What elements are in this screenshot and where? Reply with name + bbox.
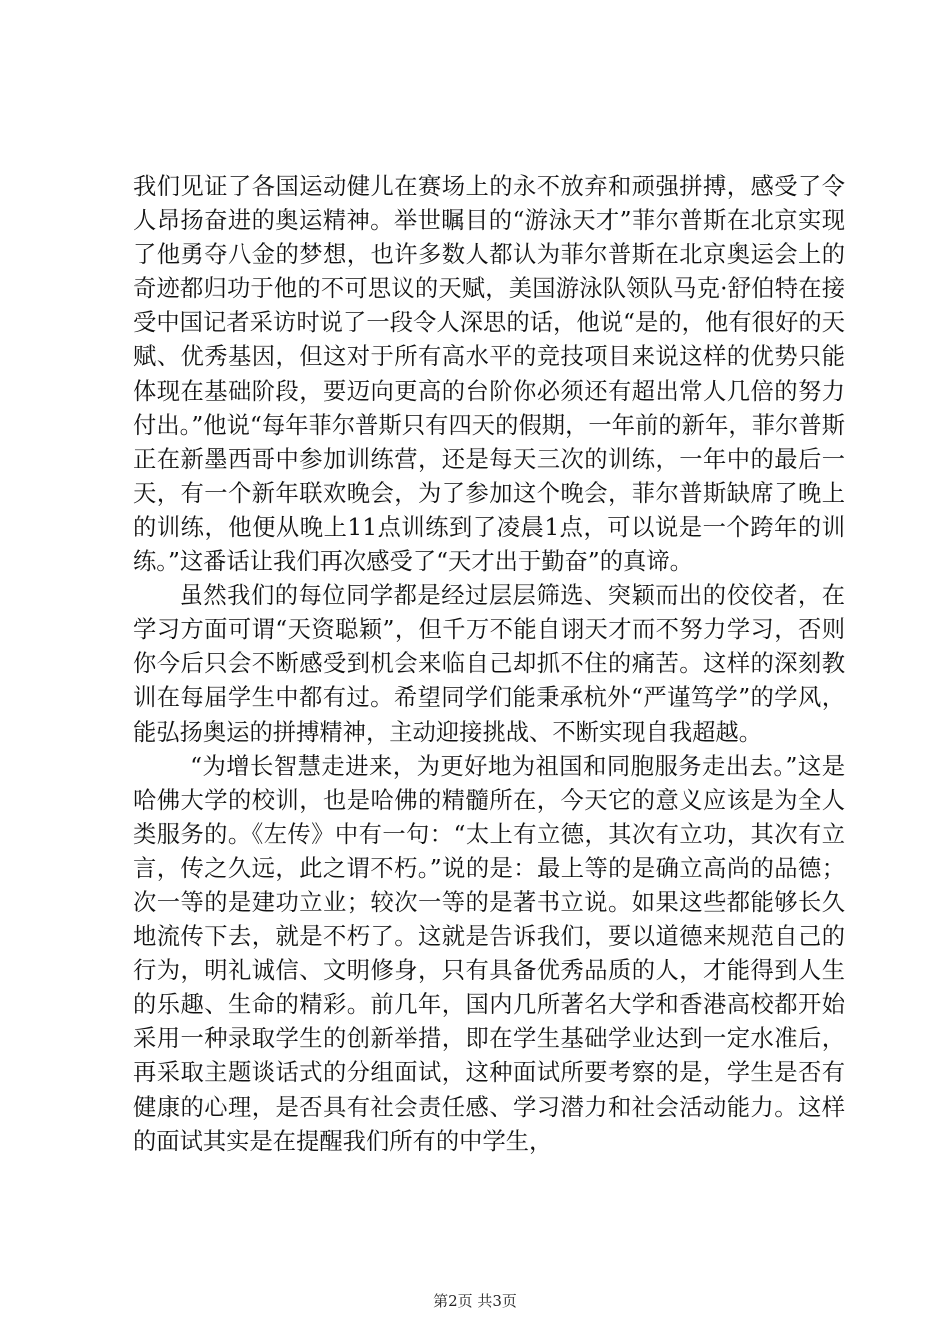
document-body [133,170,845,1159]
paragraph-harvard: “为增长智慧走进来，为更好地为祖国和同胞服务走出去。”这是哈佛大学的校训，也是哈佛的精髓所在，今天它的意义应该是为全人类服务的。《左传》中有一句：“太上有立德，其次有立功，其次有立言，传之久远，此之谓不朽。”说的是：最上等的是确立高尚的品德；次一等的是建功立业；较次一等的是著书立说。如果这些都能够长久地流传下去，就是不朽了。这就是告诉我们，要以道德来规范自己的行为，明礼诚信、文明修身，只有具备优秀品质的人，才能得到人生的乐趣、生命的精彩。前几年，国内几所著名大学和香港高校都开始采用一种录取学生的创新举措，即在学生基础学业达到一定水准后，再采取主题谈话式的分组面试，这种面试所要考察的是，学生是否有健康的心理，是否具有社会责任感、学习潜力和社会活动能力。这样的面试其实是在提醒我们所有的中学生， [133,752,845,1155]
paragraph-phelps: 我们见证了各国运动健儿在赛场上的永不放弃和顽强拼搏，感受了令人昂扬奋进的奥运精神。举世瞩目的“游泳天才”菲尔普斯在北京实现了他勇夺八金的梦想，也许多数人都认为菲尔普斯在北京奥运会上的奇迹都归功于他的不可思议的天赋，美国游泳队领队马克·舒伯特在接受中国记者采访时说了一段令人深思的话，他说“是的，他有很好的天赋、优秀基因，但这对于所有高水平的竞技项目来说这样的优势只能体现在基础阶段，要迈向更高的台阶你必须还有超出常人几倍的努力付出。”他说“每年菲尔普斯只有四天的假期，一年前的新年，菲尔普斯正在新墨西哥中参加训练营，还是每天三次的训练，一年中的最后一天，有一个新年联欢晚会，为了参加这个晚会，菲尔普斯缺席了晚上的训练，他便从晚上11点训练到了凌晨1点，可以说是一个跨年的训练。”这番话让我们再次感受了“天才出于勤奋”的真谛。 [133,173,845,576]
page-footer: 第2页 共3页 [433,1292,517,1310]
paragraph-students: 虽然我们的每位同学都是经过层层筛选、突颖而出的佼佼者，在学习方面可谓“天资聪颖”，但千万不能自诩天才而不努力学习，否则你今后只会不断感受到机会来临自己却抓不住的痛苦。这样的深刻教训在每届学生中都有过。希望同学们能秉承杭外“严谨笃学”的学风，能弘扬奥运的拼搏精神，主动迎接挑战、不断实现自我超越。 [133,582,845,746]
